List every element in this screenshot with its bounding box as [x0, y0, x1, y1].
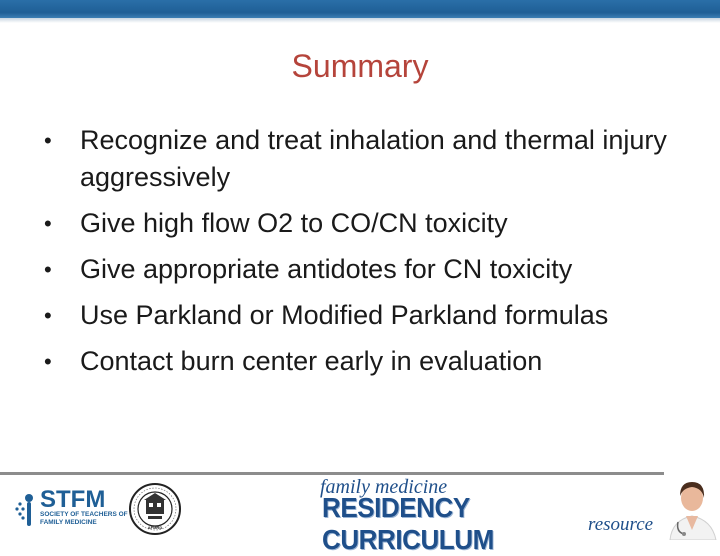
- bullet-item: [44, 297, 694, 334]
- stfm-figure-icon: [12, 488, 40, 528]
- bullet-text: Use Parkland or Modified Parkland formulas: [80, 300, 609, 330]
- bullet-item: [44, 205, 694, 242]
- afmrd-seal-icon: [128, 482, 182, 536]
- bullet-text: Recognize and treat inhalation and thermal injury aggressively: [80, 125, 667, 192]
- curriculum-family-medicine: family medicine: [320, 476, 448, 498]
- bullet-dot: •: [44, 128, 52, 153]
- bullet-text: Give appropriate antidotes for CN toxicity: [80, 254, 573, 284]
- bullet-dot: •: [44, 303, 52, 328]
- bullet-item: [44, 251, 694, 288]
- curriculum-logo: [318, 476, 668, 555]
- stfm-subtitle-line-1: SOCIETY OF TEACHERS OF: [40, 511, 128, 518]
- bullet-list: [44, 122, 694, 389]
- curriculum-resource: resource: [588, 514, 654, 535]
- bullet-text: Contact burn center early in evaluation: [80, 346, 543, 376]
- stfm-logo: [12, 484, 128, 532]
- bullet-dot: •: [44, 257, 52, 282]
- stfm-subtitle-line-2: FAMILY MEDICINE: [40, 519, 97, 526]
- afmrd-seal-label: AFMRD: [147, 525, 163, 530]
- doctor-photo-icon: [664, 472, 720, 540]
- bullet-dot: •: [44, 349, 52, 374]
- top-banner-shadow: [0, 18, 720, 23]
- bullet-item: [44, 122, 694, 196]
- curriculum-residency: RESIDENCY CURRICULUM: [322, 492, 494, 555]
- bullet-item: [44, 343, 694, 380]
- bullet-dot: •: [44, 211, 52, 236]
- stfm-subtitle: [40, 511, 130, 527]
- bullet-text: Give high flow O2 to CO/CN toxicity: [80, 208, 508, 238]
- stfm-name: STFM: [40, 486, 106, 513]
- top-banner-bar: [0, 0, 720, 18]
- footer-divider: [0, 472, 720, 475]
- slide-title: Summary: [291, 48, 429, 84]
